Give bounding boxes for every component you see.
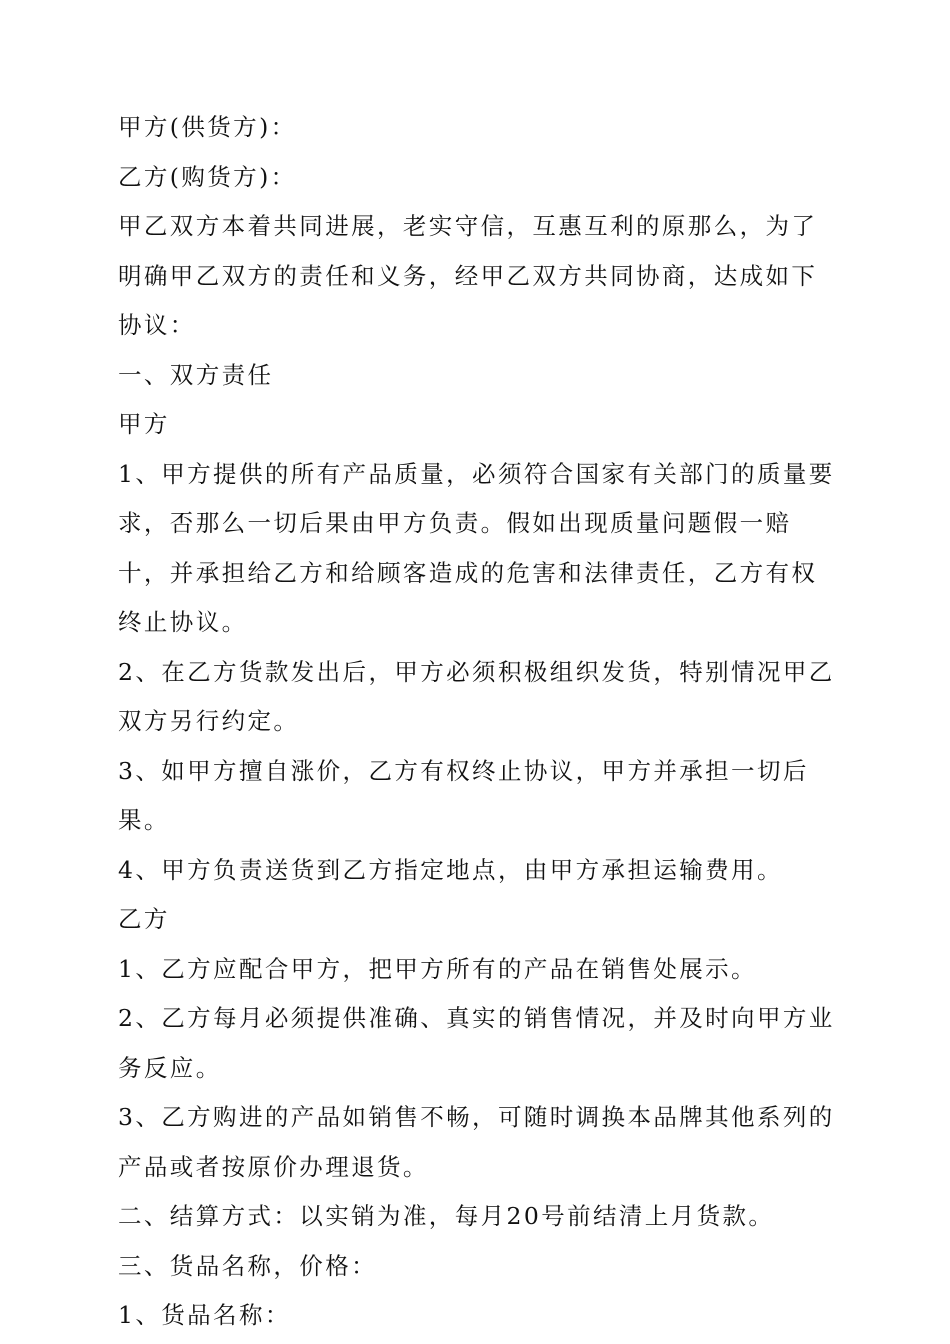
party-a-line: 甲方(供货方)： (118, 113, 297, 141)
party-b-line: 乙方(购货方)： (118, 162, 297, 191)
subheading-party-b: 乙方 (118, 905, 170, 933)
party-b-clause-2: 2、乙方每月必须提供准确、真实的销售情况，并及时向甲方业务反应。 (118, 1004, 835, 1082)
party-a-clause-1: 1、甲方提供的所有产品质量，必须符合国家有关部门的质量要求，否那么一切后果由甲方负责。假如出现质量问题假一赔十，并承担给乙方和给顾客造成的危害和法律责任，乙方有权终止协议。 (118, 459, 835, 636)
goods-name-line: 1、货品名称： (118, 1301, 291, 1329)
party-a-clause-2: 2、在乙方货款发出后，甲方必须积极组织发货，特别情况甲乙双方另行约定。 (118, 657, 835, 735)
document-body (118, 103, 838, 1341)
party-b-clause-1: 1、乙方应配合甲方，把甲方所有的产品在销售处展示。 (118, 954, 757, 983)
section-heading-settlement: 二、结算方式：以实销为准，每月20号前结清上月货款。 (118, 1202, 775, 1230)
party-b-clause-3: 3、乙方购进的产品如销售不畅，可随时调换本品牌其他系列的产品或者按原价办理退货。 (118, 1103, 835, 1181)
subheading-party-a: 甲方 (118, 410, 170, 438)
preamble-paragraph: 甲乙双方本着共同进展，老实守信，互惠互利的原那么，为了明确甲乙双方的责任和义务，经甲乙双方共同协商，达成如下协议： (118, 212, 818, 339)
party-a-clause-3: 3、如甲方擅自涨价，乙方有权终止协议，甲方并承担一切后果。 (118, 756, 809, 834)
section-heading-responsibilities: 一、双方责任 (118, 360, 274, 389)
party-a-clause-4: 4、甲方负责送货到乙方指定地点，由甲方承担运输费用。 (118, 855, 783, 884)
section-heading-goods-price: 三、货品名称，价格： (118, 1251, 377, 1280)
